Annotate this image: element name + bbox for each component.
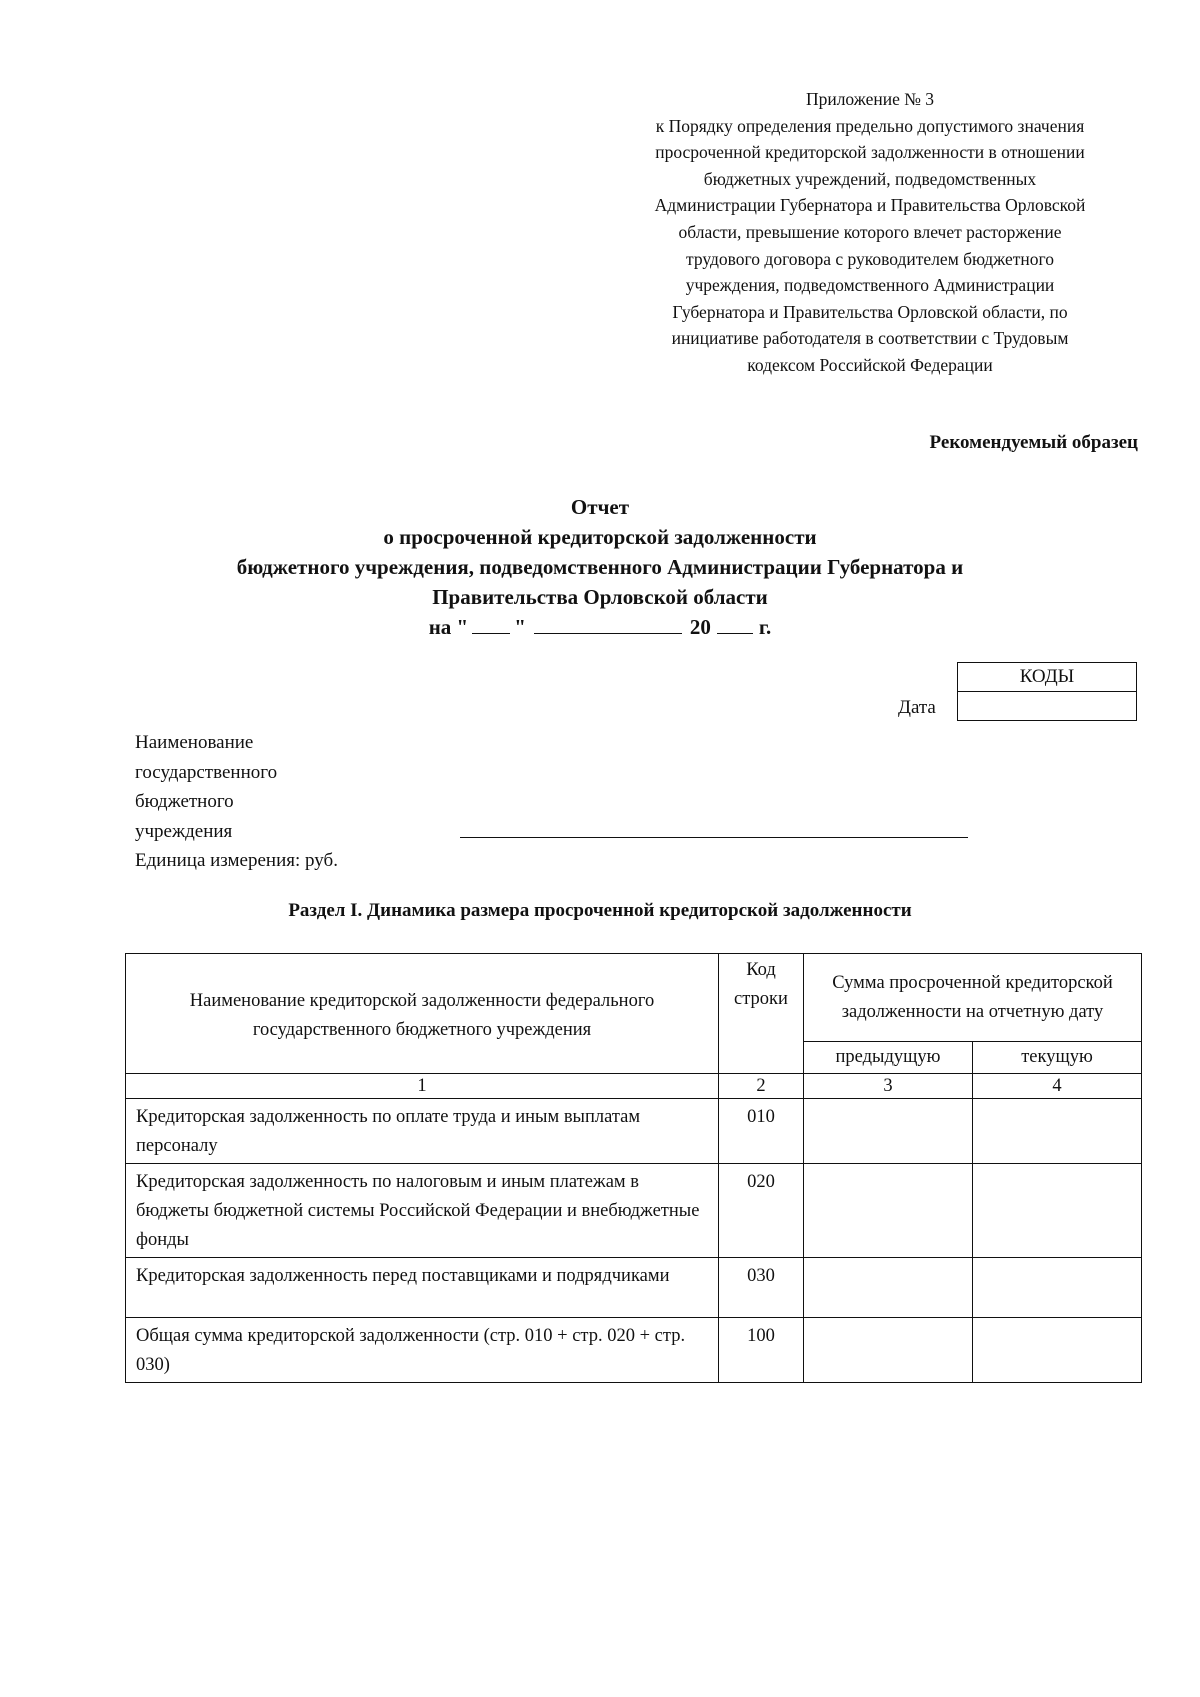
year-suffix: г.: [758, 615, 772, 639]
prev-amount-cell[interactable]: [804, 1164, 973, 1258]
appendix-line: Администрации Губернатора и Правительства Орловской: [654, 195, 1086, 216]
row-code: 030: [719, 1258, 804, 1318]
row-code: 100: [719, 1318, 804, 1383]
org-label-line: Наименование: [135, 732, 254, 753]
col-number: 2: [719, 1074, 804, 1099]
col2-header: Код строки: [719, 954, 804, 1074]
col-number: 4: [973, 1074, 1142, 1099]
row-name: Кредиторская задолженность перед поставщиками и подрядчиками: [126, 1258, 719, 1318]
curr-amount-cell[interactable]: [973, 1164, 1142, 1258]
col-number: 3: [804, 1074, 973, 1099]
date-prefix: на ": [428, 615, 469, 639]
table-row: [126, 1258, 1142, 1318]
appendix-line: области, превышение которого влечет расторжение: [678, 221, 1062, 242]
date-label: Дата: [898, 697, 936, 718]
report-date-line: [130, 612, 1070, 642]
title-line: о просроченной кредиторской задолженности: [383, 525, 817, 549]
year-blank[interactable]: [717, 613, 753, 634]
curr-amount-cell[interactable]: [973, 1258, 1142, 1318]
col1-header: Наименование кредиторской задолженности федерального государственного бюджетного учреждения: [126, 954, 719, 1074]
appendix-note: [620, 86, 1120, 379]
appendix-line: просроченной кредиторской задолженности в отношении: [655, 142, 1085, 163]
prev-amount-cell[interactable]: [804, 1318, 973, 1383]
report-title: [130, 492, 1070, 642]
org-label-line: учреждения: [135, 820, 233, 842]
appendix-line: Приложение № 3: [805, 89, 935, 109]
title-line: Правительства Орловской области: [432, 585, 768, 609]
day-blank[interactable]: [472, 613, 510, 634]
org-label-line: государственного: [135, 761, 278, 783]
col3-header: предыдущую: [804, 1042, 973, 1074]
codes-table: [957, 662, 1137, 721]
date-quote: ": [514, 615, 526, 639]
appendix-line: кодексом Российской Федерации: [747, 354, 993, 375]
appendix-line: к Порядку определения предельно допустимого значения: [655, 115, 1085, 136]
row-name: Кредиторская задолженность по оплате труда и иным выплатам персоналу: [126, 1099, 719, 1164]
title-line: Отчет: [570, 495, 630, 519]
section-title: Раздел I. Динамика размера просроченной кредиторской задолженности: [288, 900, 912, 921]
recommended-sample-label: Рекомендуемый образец: [929, 432, 1138, 453]
prev-amount-cell[interactable]: [804, 1258, 973, 1318]
row-name: Кредиторская задолженность по налоговым и иным платежам в бюджеты бюджетной системы Российской Федерации и внебюджетные фонды: [126, 1164, 719, 1258]
amount-group-header: Сумма просроченной кредиторской задолженности на отчетную дату: [804, 954, 1142, 1042]
appendix-line: бюджетных учреждений, подведомственных: [703, 168, 1037, 189]
row-code: 020: [719, 1164, 804, 1258]
debt-table: [125, 953, 1142, 1383]
unit-of-measure: Единица измерения: руб.: [135, 850, 338, 871]
appendix-line: Губернатора и Правительства Орловской области, по: [672, 301, 1068, 322]
table-row: [126, 1318, 1142, 1383]
curr-amount-cell[interactable]: [973, 1099, 1142, 1164]
col4-header: текущую: [973, 1042, 1142, 1074]
table-row: [126, 1099, 1142, 1164]
codes-header: КОДЫ: [958, 663, 1137, 692]
month-blank[interactable]: [534, 613, 682, 634]
appendix-line: трудового договора с руководителем бюджетного: [685, 248, 1055, 269]
col-number: 1: [126, 1074, 719, 1099]
table-row: [126, 1164, 1142, 1258]
organization-name-field[interactable]: [460, 837, 968, 838]
org-label-line: бюджетного: [135, 791, 234, 812]
title-line: бюджетного учреждения, подведомственного Администрации Губернатора и: [236, 555, 964, 579]
row-name: Общая сумма кредиторской задолженности (стр. 010 + стр. 020 + стр. 030): [126, 1318, 719, 1383]
curr-amount-cell[interactable]: [973, 1318, 1142, 1383]
organization-block: [135, 728, 338, 876]
year-prefix: 20: [689, 615, 711, 639]
prev-amount-cell[interactable]: [804, 1099, 973, 1164]
date-code-cell[interactable]: [958, 692, 1137, 721]
appendix-line: учреждения, подведомственного Администрации: [685, 275, 1055, 296]
row-code: 010: [719, 1099, 804, 1164]
appendix-line: инициативе работодателя в соответствии с Трудовым: [671, 328, 1069, 349]
